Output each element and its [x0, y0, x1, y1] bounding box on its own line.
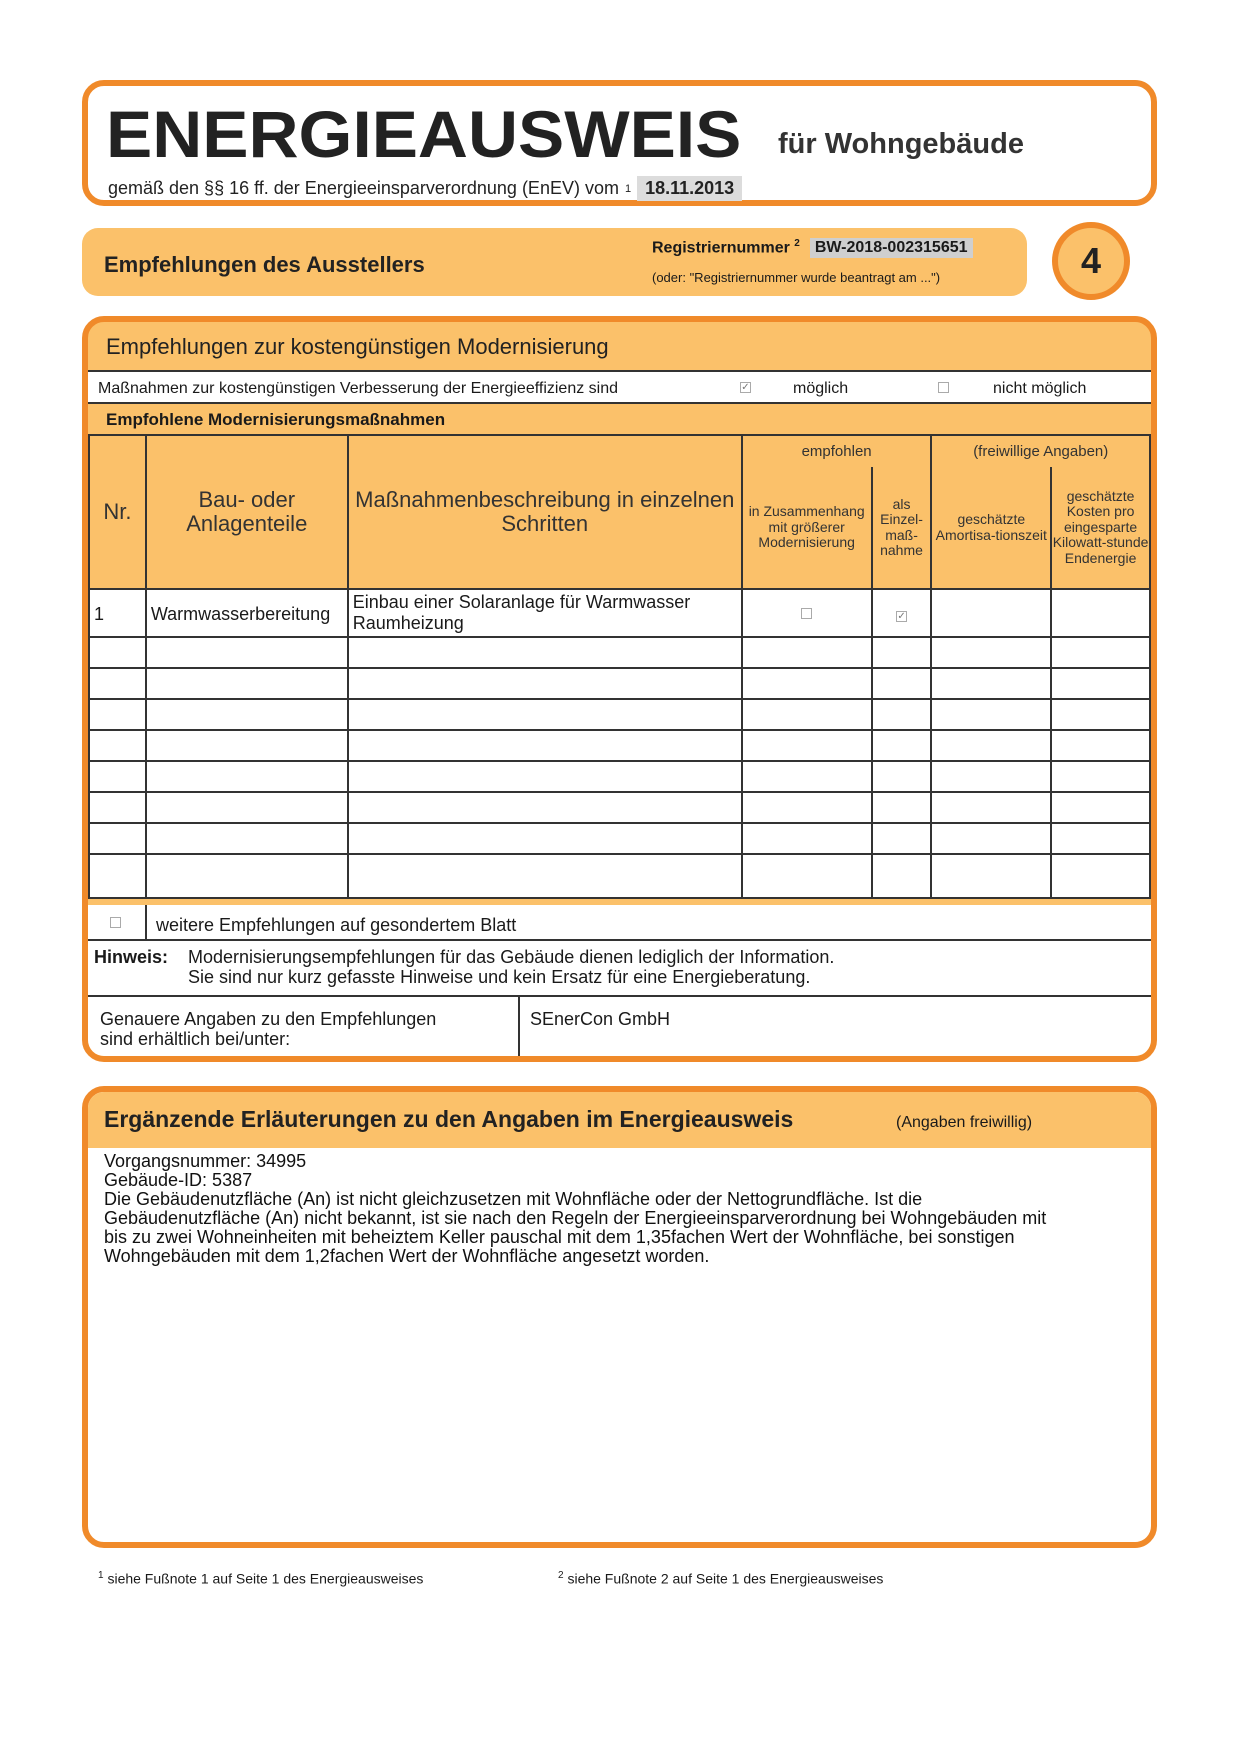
cell-einzel: [872, 589, 932, 637]
document-subtitle: für Wohngebäude: [778, 128, 1024, 160]
measures-table: [88, 434, 1151, 899]
footnote-mark: 1: [624, 182, 632, 195]
explanation-line: bis zu zwei Wohneinheiten mit beheiztem Keller pauschal mit dem 1,35fachen Wert der Wohnfläche, bei sonstigen: [104, 1227, 1015, 1247]
table-row-empty: [89, 823, 1150, 854]
table-row-empty: [89, 730, 1150, 761]
legal-basis-line: [108, 176, 742, 201]
hinweis-row: [88, 941, 1151, 997]
title-box: [82, 80, 1157, 206]
hinweis-label: Hinweis:: [94, 947, 169, 967]
hinweis-line-1: Modernisierungsempfehlungen für das Gebäude dienen lediglich der Information.: [188, 947, 835, 967]
footnote-1: $^1$ siehe Fußnote 1 auf Seite 1 des Energieausweises: [98, 1570, 424, 1587]
more-recommendations-checkbox[interactable]: [110, 917, 121, 928]
measures-text: Maßnahmen zur kostengünstigen Verbesserung der Energieeffizienz sind: [98, 380, 619, 397]
more-info-label-1: Genauere Angaben zu den Empfehlungen: [100, 1009, 437, 1029]
explanation-line: Die Gebäudenutzfläche (An) ist nicht gleichzusetzen mit Wohnfläche oder der Nettogrundfläche. Ist die: [104, 1189, 923, 1209]
table-row-empty: [89, 854, 1150, 898]
explanations-body: [104, 1152, 1134, 1266]
table-row-empty: [89, 668, 1150, 699]
hinweis-line-2: Sie sind nur kurz gefasste Hinweise und kein Ersatz für eine Energieberatung.: [188, 967, 811, 987]
page-number-badge: 4: [1052, 222, 1130, 300]
aussteller-header: [82, 228, 1027, 296]
document-title: ENERGIEAUSWEIS: [106, 97, 742, 171]
explanations-title: Ergänzende Erläuterungen zu den Angaben im Energieausweis: [104, 1106, 794, 1132]
table-row-empty: [89, 761, 1150, 792]
registration-number: BW-2018-002315651: [810, 238, 973, 258]
more-info-row: [88, 997, 1151, 1062]
explanation-line: Gebäude-ID: 5387: [104, 1170, 253, 1190]
more-recommendations-row: [88, 905, 1151, 941]
explanations-optional-note: (Angaben freiwillig): [896, 1114, 1033, 1131]
more-info-label-2: sind erhältlich bei/unter:: [100, 1029, 291, 1049]
registration-line: [652, 238, 973, 258]
table-row-empty: [89, 637, 1150, 668]
col-header-einzel: als Einzel-maß-nahme: [872, 467, 932, 589]
section-title: Empfehlungen zur kostengünstigen Modernisierung: [106, 334, 609, 359]
explanations-section: [82, 1086, 1157, 1548]
cell-amortisation: [931, 589, 1051, 637]
table-row-empty: [89, 699, 1150, 730]
not-possible-label: nicht möglich: [993, 380, 1087, 397]
more-info-value: SEnerCon GmbH: [530, 1009, 671, 1029]
col-header-bauteil: Bau- oder Anlagenteile: [146, 435, 348, 589]
cell-bauteil: Warmwasserbereitung: [146, 589, 348, 637]
explanation-line: Gebäudenutzfläche (An) nicht bekannt, ist sie nach den Regeln der Energieeinsparverordnung bei Wohngebäuden mit: [104, 1208, 1047, 1228]
zusammenhang-checkbox[interactable]: [801, 608, 812, 619]
cell-nr: 1: [89, 589, 146, 637]
not-possible-checkbox[interactable]: [938, 382, 949, 393]
recommended-measures-title: Empfohlene Modernisierungsmaßnahmen: [106, 410, 446, 429]
possible-label: möglich: [793, 380, 849, 397]
col-group-freiwillig: (freiwillige Angaben): [931, 435, 1150, 467]
col-header-beschreibung: Maßnahmenbeschreibung in einzelnen Schritten: [348, 435, 742, 589]
aussteller-title: Empfehlungen des Ausstellers: [104, 252, 425, 277]
registration-note: (oder: "Registriernummer wurde beantragt am ..."): [652, 270, 941, 285]
legal-basis-text: gemäß den §§ 16 ff. der Energieeinsparverordnung (EnEV) vom: [108, 178, 619, 198]
modernisation-section: [82, 316, 1157, 1062]
col-header-zusammenhang: in Zusammenhang mit größerer Modernisierung: [742, 467, 872, 589]
col-group-empfohlen: empfohlen: [742, 435, 932, 467]
explanations-header: [88, 1092, 1151, 1148]
possible-checkbox[interactable]: ✓: [741, 382, 750, 393]
explanation-line: Vorgangsnummer: 34995: [104, 1151, 307, 1171]
measures-possible-row: [88, 370, 1151, 404]
registration-label: Registriernummer $^2$: [652, 238, 800, 257]
einzel-checkbox[interactable]: ✓: [897, 610, 906, 622]
table-row-empty: [89, 792, 1150, 823]
cell-zusammenhang: [742, 589, 872, 637]
col-header-amortisation: geschätzte Amortisa-tionszeit: [931, 467, 1051, 589]
col-header-nr: Nr.: [89, 435, 146, 589]
cell-kosten: [1051, 589, 1150, 637]
explanation-line: Wohngebäuden mit dem 1,2fachen Wert der Wohnfläche angesetzt worden.: [104, 1246, 710, 1266]
more-recommendations-text: weitere Empfehlungen auf gesondertem Blatt: [156, 915, 517, 935]
enev-date-field: 18.11.2013: [637, 176, 742, 201]
footnote-2: $^2$ siehe Fußnote 2 auf Seite 1 des Energieausweises: [558, 1570, 884, 1587]
cell-beschreibung: Einbau einer Solaranlage für Warmwasser Raumheizung: [348, 589, 742, 637]
col-header-kosten: geschätzte Kosten pro eingesparte Kilowatt-stunde Endenergie: [1051, 467, 1150, 589]
table-row: [89, 589, 1150, 637]
